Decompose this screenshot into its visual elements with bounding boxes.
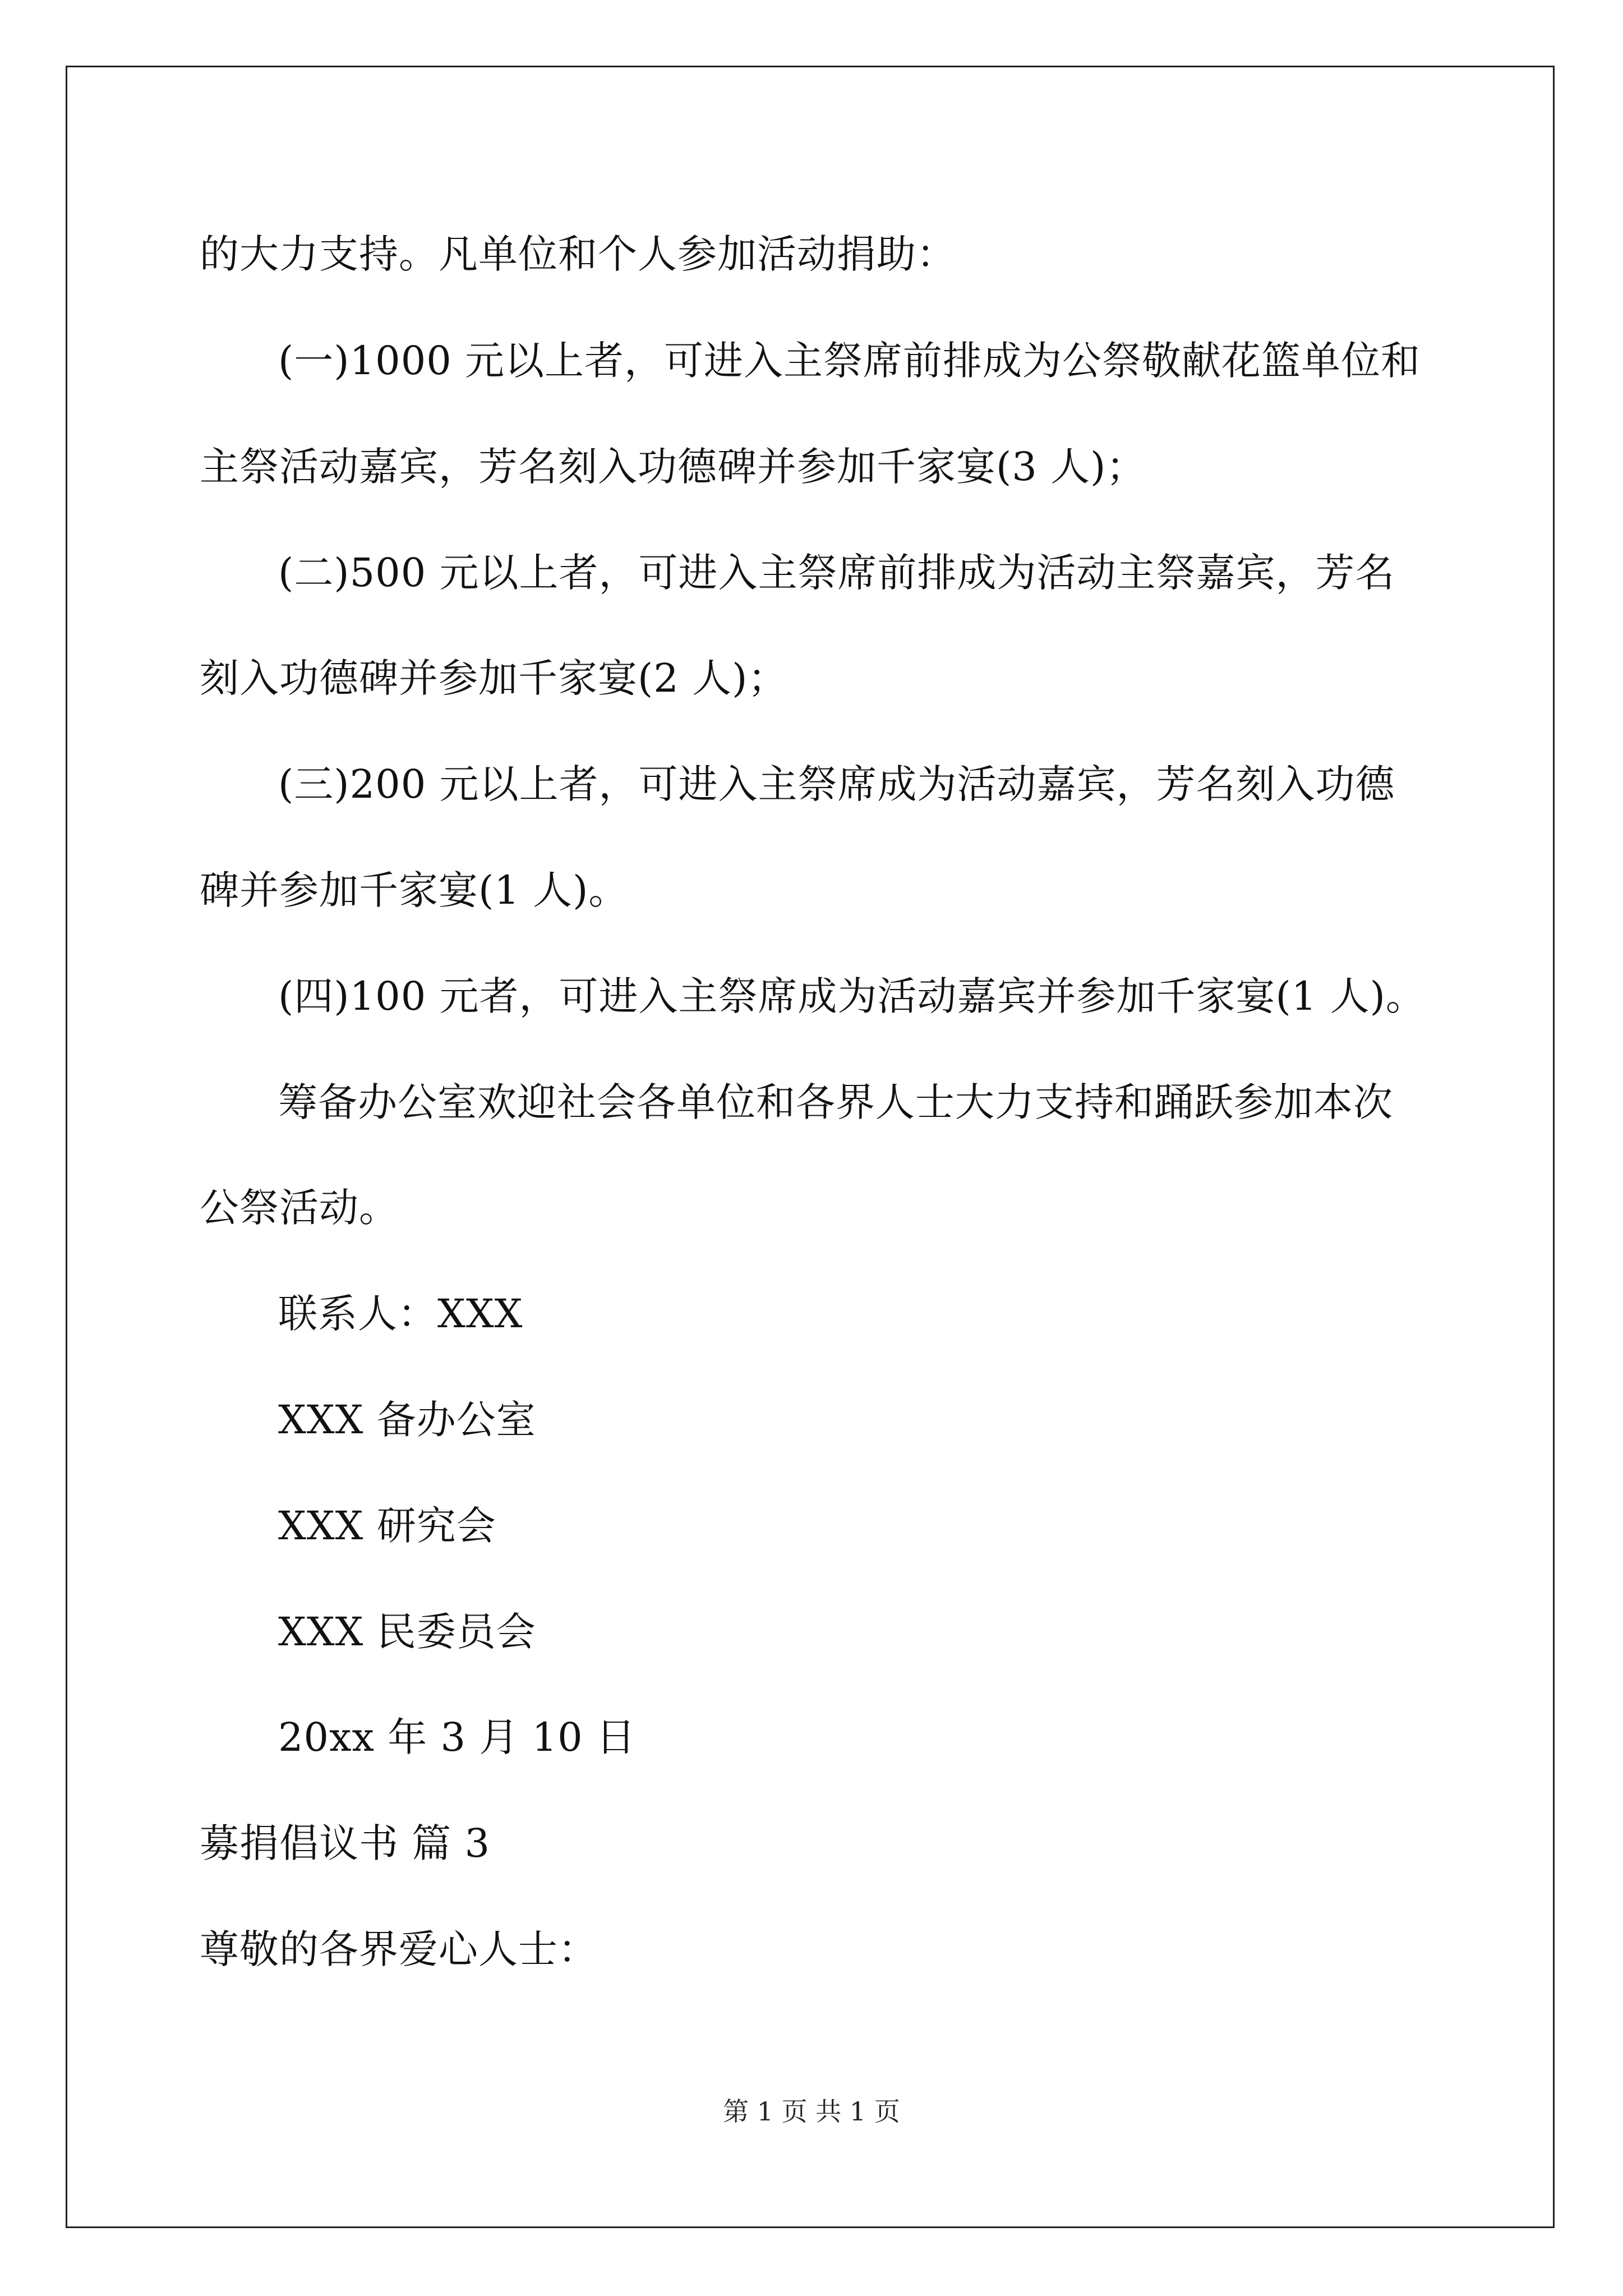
signature-line: XXX 研究会 xyxy=(278,1503,496,1549)
paragraph-text: 的大力支持。凡单位和个人参加活动捐助： xyxy=(200,231,956,277)
page-number-footer: 第 1 页 共 1 页 xyxy=(723,2096,900,2127)
paragraph-text: 刻入功德碑并参加千家宴(2 人)； xyxy=(200,655,788,701)
paragraph-text: (二)500 元以上者，可进入主祭席前排成为活动主祭嘉宾，芳名 xyxy=(278,550,1395,596)
paragraph-text: 碑并参加千家宴(1 人)。 xyxy=(200,867,629,913)
section-heading: 募捐倡议书 篇 3 xyxy=(200,1820,491,1866)
paragraph-text: 主祭活动嘉宾，芳名刻入功德碑并参加千家宴(3 人)； xyxy=(200,444,1146,490)
salutation: 尊敬的各界爱心人士： xyxy=(200,1926,598,1972)
paragraph-text: 公祭活动。 xyxy=(200,1185,399,1231)
paragraph-text: (三)200 元以上者，可进入主祭席成为活动嘉宾，芳名刻入功德 xyxy=(278,761,1395,807)
page-border xyxy=(66,66,1555,2228)
paragraph-text: 筹备办公室欢迎社会各单位和各界人士大力支持和踊跃参加本次 xyxy=(278,1079,1393,1125)
signature-line: XXX 民委员会 xyxy=(278,1609,536,1655)
contact-line: 联系人：XXX xyxy=(278,1291,523,1337)
paragraph-text: (四)100 元者，可进入主祭席成为活动嘉宾并参加千家宴(1 人)。 xyxy=(278,973,1426,1019)
signature-line: XXX 备办公室 xyxy=(278,1397,536,1443)
date-line: 20xx 年 3 月 10 日 xyxy=(278,1714,636,1760)
paragraph-text: (一)1000 元以上者，可进入主祭席前排成为公祭敬献花篮单位和 xyxy=(278,338,1421,384)
